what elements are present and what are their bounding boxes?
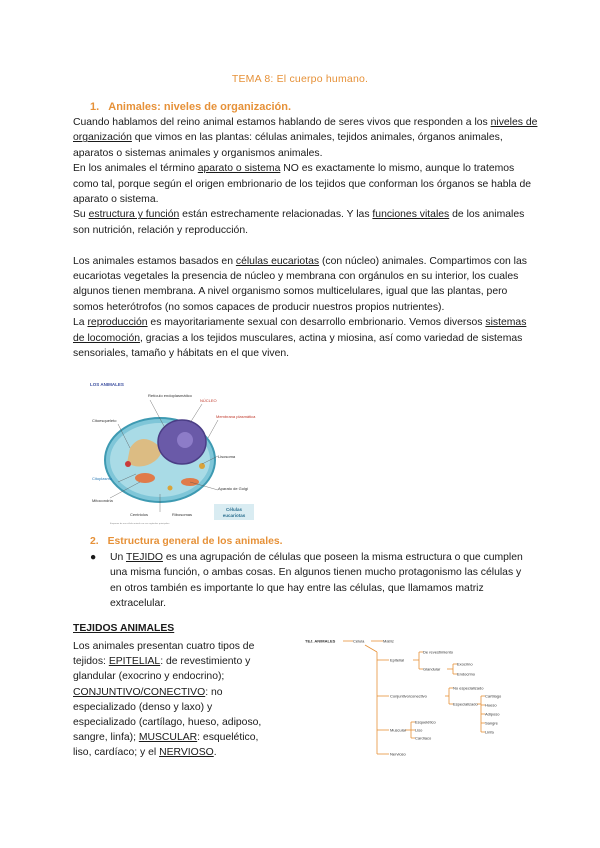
tree-liso: Liso xyxy=(415,727,423,733)
label-golgi: Aparato de Golgi xyxy=(218,486,249,491)
tree-adiposo: Adiposo xyxy=(485,711,500,717)
animal-cell-figure xyxy=(90,378,260,526)
tree-revestimiento: De revestimiento xyxy=(423,649,454,655)
tejidos-conjuntivo: CONJUNTIVO/CONECTIVO xyxy=(73,686,206,698)
p3-text-a: Su xyxy=(73,209,89,221)
label-lisosoma: Lisosoma xyxy=(218,454,236,459)
bullet-text-b: es una agrupación de células que poseen la misma estructura o que cumplen una misma función, o ambas cosas. En algunos tienen mucho protagonismo las células y en otros también es importante lo que hay entre las células, que llamamos matriz extracelular. xyxy=(110,552,523,610)
section2-title: Estructura general de los animales. xyxy=(107,536,283,547)
lysosome xyxy=(125,461,131,467)
tree-muscular: Muscular xyxy=(390,727,407,733)
section1-number: 1. xyxy=(90,101,100,113)
section2-heading xyxy=(90,536,283,547)
paragraph-2 xyxy=(73,161,538,207)
p5-text-c: , gracias a los tejidos musculares, actina y miosina, así como variedad de sistemas sensoriales, tamaño y hábitats en el que viven. xyxy=(73,332,523,360)
tree-endocrino: Endocrino xyxy=(457,671,476,677)
p4-text-a: Los animales estamos basados en xyxy=(73,255,236,267)
p3-link-estructura: estructura y función xyxy=(88,209,180,221)
label-citoesqueleto: Citoesqueleto xyxy=(92,418,117,423)
tree-epitelial: Epitelial xyxy=(390,657,405,663)
p1-text-b: que vimos en las plantas: células animales, tejidos animales, órganos animales, aparatos o sistemas animales y organismos animales. xyxy=(73,132,503,159)
tree-exocrino: Exocrino xyxy=(457,661,473,667)
section1-title: Animales: niveles de organización. xyxy=(108,101,292,113)
bullet-dot: ● xyxy=(90,552,97,563)
paragraph-4 xyxy=(73,254,538,316)
tejidos-text-e: . xyxy=(213,747,217,759)
section1-heading xyxy=(90,101,291,113)
label-mitocondria: Mitocondria xyxy=(92,498,113,503)
p5-link-reproduccion: reproducción xyxy=(87,317,148,329)
p3-link-funciones: funciones vitales xyxy=(372,209,450,221)
tree-glandular: Glandular xyxy=(423,666,441,672)
tissue-tree-diagram xyxy=(305,630,537,762)
label-eucariotas: eucariotas xyxy=(222,513,246,518)
label-citoplasma: Citoplasma xyxy=(92,476,113,481)
tree-especializado: Especializado xyxy=(453,701,478,707)
label-celulas: Células xyxy=(225,507,243,512)
paragraph-1 xyxy=(73,115,538,161)
label-reticulo: Retículo endoplasmático xyxy=(148,393,192,398)
label-nucleo: NÚCLEO xyxy=(200,398,217,403)
tree-cartilago: Cartílago xyxy=(485,693,502,699)
tree-linfa: Linfa xyxy=(485,729,494,735)
p1-text-a: Cuando hablamos del reino animal estamos hablando de seres vivos que responden a los xyxy=(73,117,488,128)
p5-link-locomocion: sistemas de locomoción xyxy=(73,317,527,344)
mitochondrion-1 xyxy=(135,473,155,483)
label-membrana: Membrana plasmática xyxy=(216,414,256,419)
bullet-text-a: Un xyxy=(110,552,126,563)
bullet-link-tejido: TEJIDO xyxy=(125,552,163,563)
tree-conjuntivo: Conjuntivo/conectivo xyxy=(390,693,427,699)
paragraph-3 xyxy=(73,207,538,238)
p4-text-b: (con núcleo) animales. Compartimos con las eucariotas vegetales la presencia de núcleo y membrana con orgánulos en su interior, los cuales algunos tienen membrana. A nivel organismo somos multicelulares, igual que las plantas, pero somos heterótrofos (no somos capaces de producir nuestros propios nutrientes). xyxy=(73,255,527,313)
cell-figure-header: LOS ANIMALES xyxy=(90,382,124,387)
label-ribosomas: Ribosomas xyxy=(172,512,193,517)
bullet-tejido xyxy=(90,550,530,612)
p2-text-b: NO es exactamente lo mismo, aunque lo tratemos como tal, porque según el origen embrionario de los tejidos que conforman los órganos se habla de aparato o sistema. xyxy=(73,163,532,206)
section1-body xyxy=(73,115,538,361)
tejidos-nervioso: NERVIOSO xyxy=(159,747,214,759)
p5-text-b: es mayoritariamente sexual con desarrollo embrionario. Vemos diversos xyxy=(147,317,486,329)
tree-cardiaco: Cardíaco xyxy=(415,735,432,741)
p1-link-niveles: niveles de organización xyxy=(73,117,538,144)
tree-root: TEJ. ANIMALES xyxy=(305,638,336,644)
tejidos-text-b: : de revestimiento y glandular (exocrino y endocrino); xyxy=(73,656,251,683)
p3-text-b: están estrechamente relacionadas. Y las xyxy=(179,209,373,221)
tree-sangre: Sangre xyxy=(485,720,498,726)
tejidos-muscular: MUSCULAR xyxy=(138,732,198,744)
tejidos-body xyxy=(73,639,278,761)
p4-link-celulas: células eucariotas xyxy=(235,255,320,267)
tree-esqueletico: Esquelético xyxy=(415,719,436,725)
tree-hueso: Hueso xyxy=(485,702,497,708)
p5-text-a: La xyxy=(73,317,88,329)
tree-celula: Célula xyxy=(353,638,365,644)
tejidos-text-d: : esquelético, liso, cardíaco; y el xyxy=(73,732,259,759)
page-title: TEMA 8: El cuerpo humano. xyxy=(231,73,369,85)
tejidos-heading: TEJIDOS ANIMALES xyxy=(73,623,175,634)
tejidos-epitelial: EPITELIAL xyxy=(108,656,161,668)
paragraph-5 xyxy=(73,315,538,361)
tree-no-especializado: No especializado xyxy=(453,685,484,691)
p2-text-a: En los animales el término xyxy=(73,163,198,175)
p3-text-c: de los animales son nutrición, relación y reproducción. xyxy=(73,209,525,236)
tree-nervioso: Nervioso xyxy=(390,751,406,757)
label-centriolos: Centriolos xyxy=(130,512,149,517)
tree-matriz: Matriz xyxy=(383,638,394,644)
cell-caption: Esquema de una célula animal con sus orgánulos principales. xyxy=(110,523,170,525)
p2-link-aparato: aparato o sistema xyxy=(197,163,281,175)
vesicle-1 xyxy=(168,486,173,491)
nucleolus xyxy=(177,432,193,448)
section2-number: 2. xyxy=(90,536,99,547)
tejidos-text-c: : no especializado (denso y laxo) y especializado (cartílago, hueso, adiposo, sangre, linfa); xyxy=(73,686,262,744)
tejidos-text-a: Los animales presentan cuatro tipos de tejidos: xyxy=(73,641,255,668)
